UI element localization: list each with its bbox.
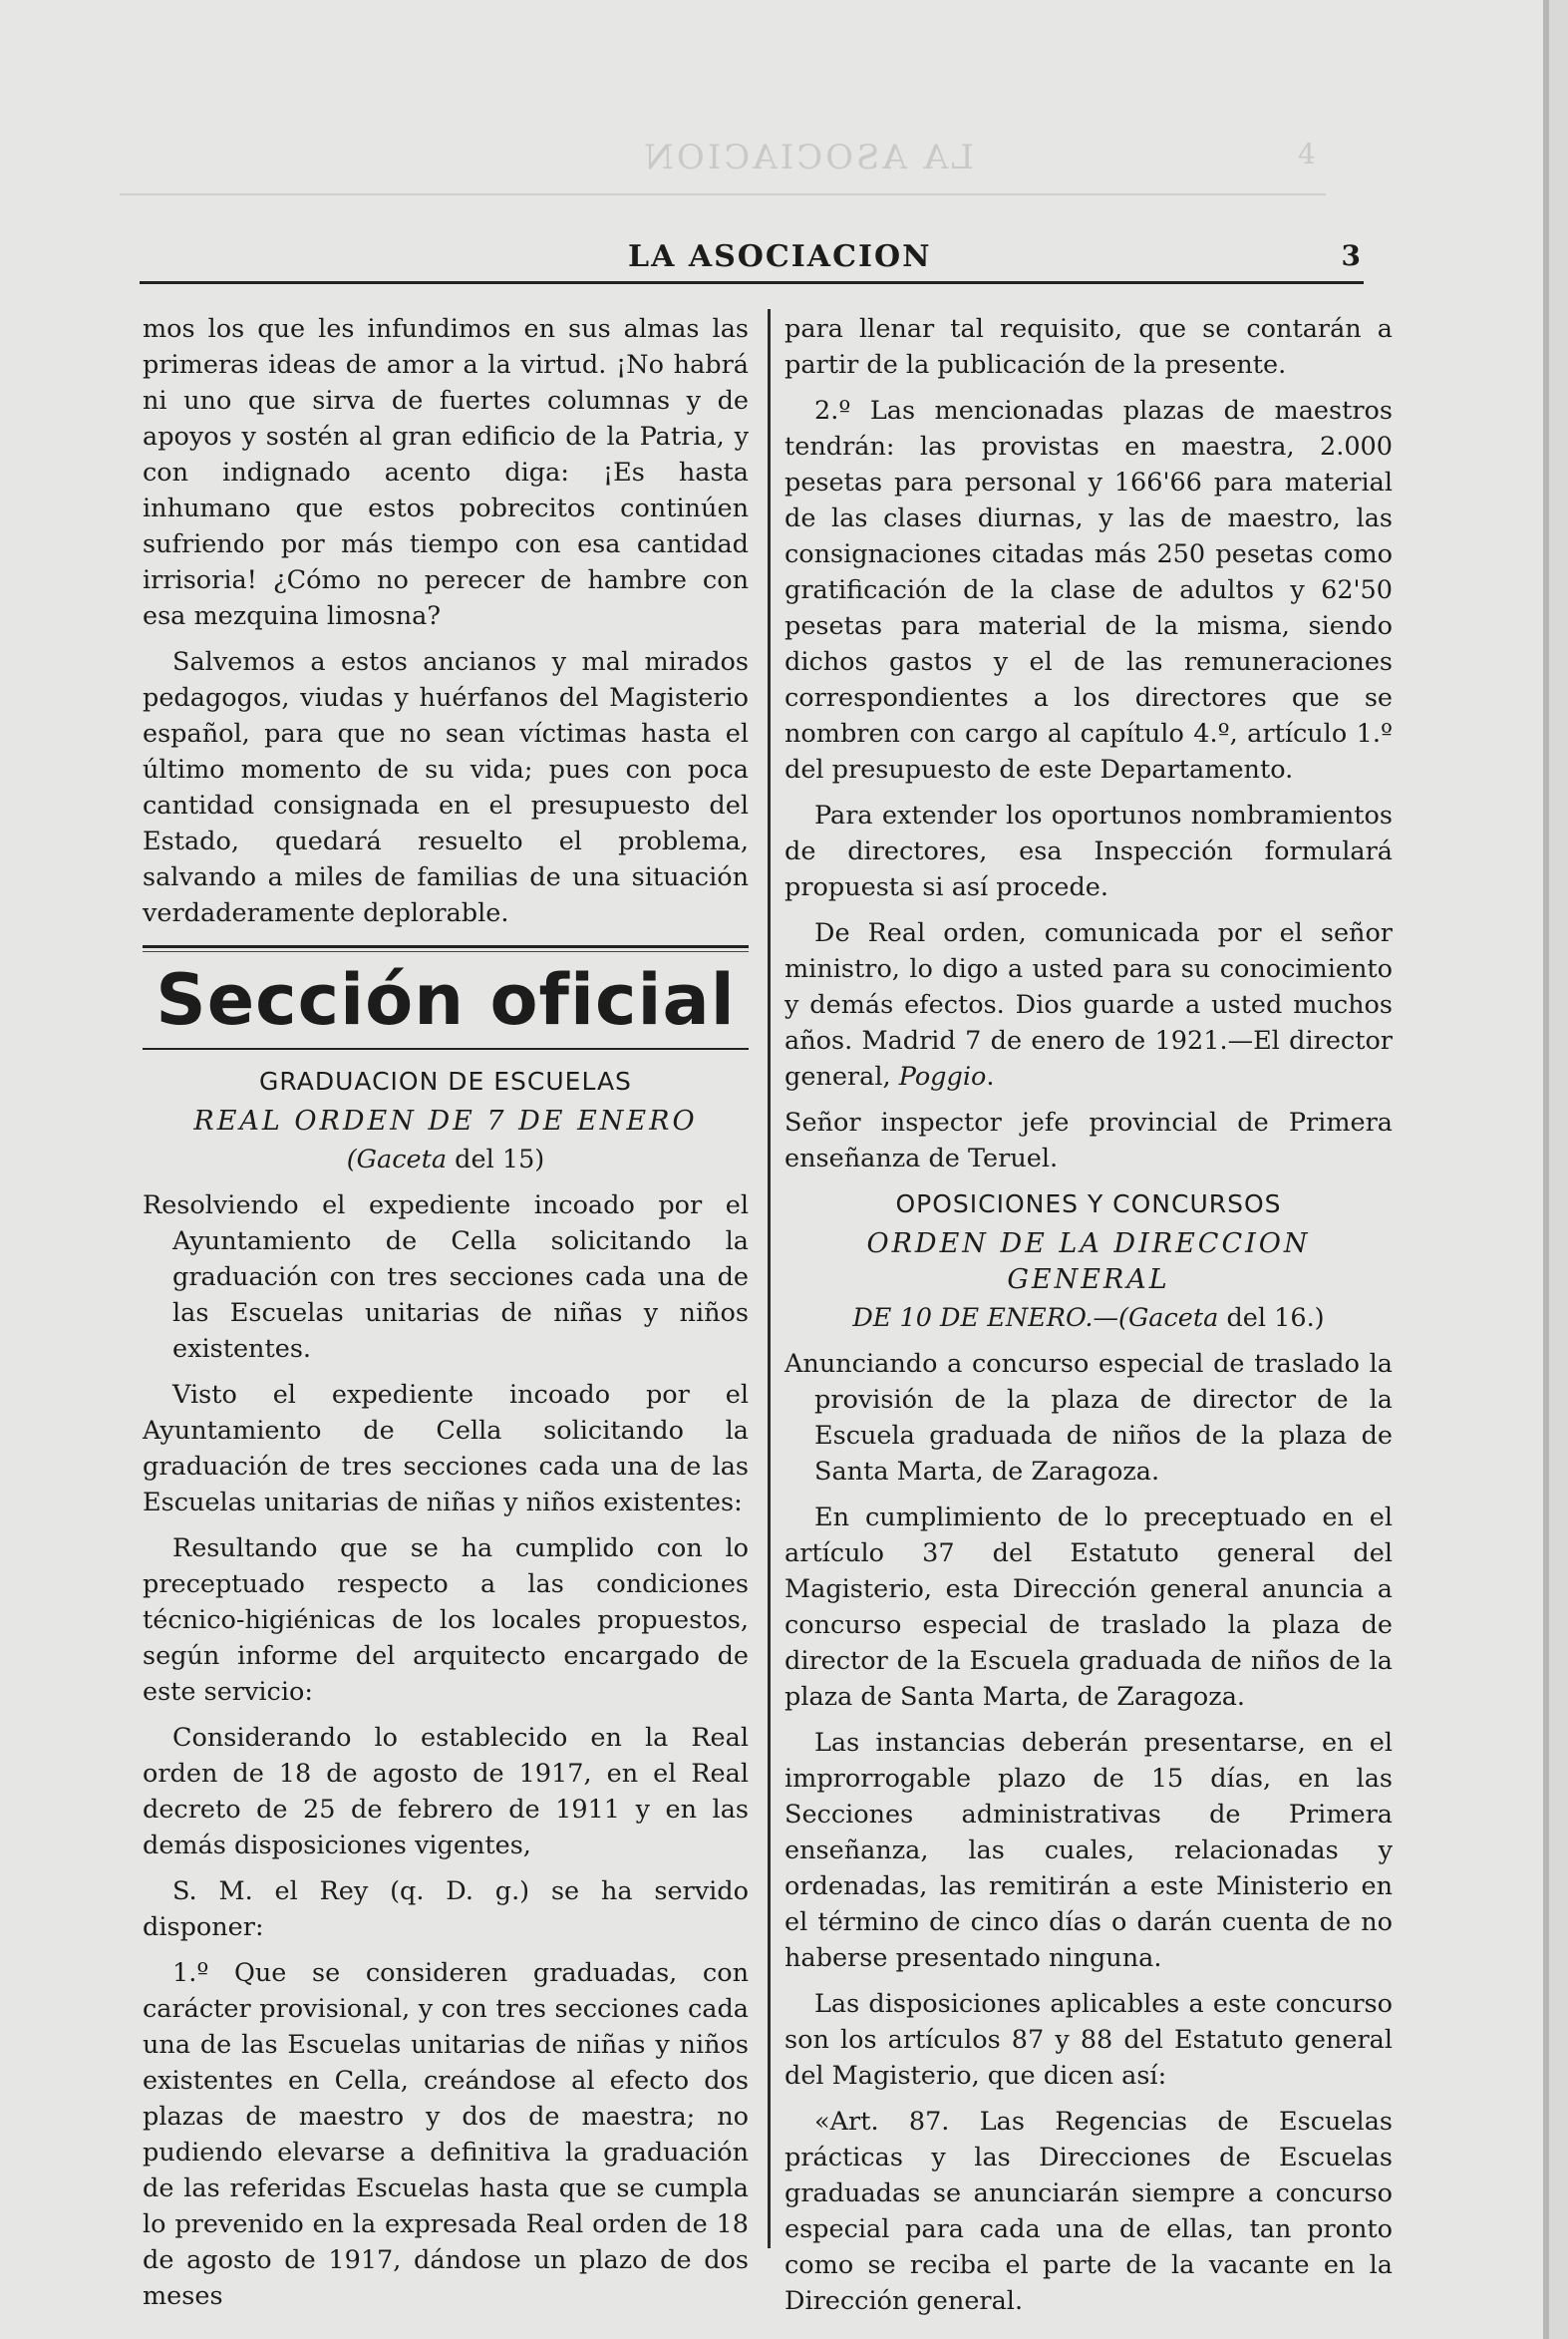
page-number: 3 (1341, 239, 1361, 272)
paragraph: Visto el expediente incoado por el Ayuntamiento de Cella solicitando la graduación de tres secciones cada una de las Escuelas unitarias de niñas y niños existentes: (143, 1380, 749, 1517)
section-rule-bottom (143, 1048, 749, 1050)
paragraph: 2.º Las mencionadas plazas de maestros tendrán: las provistas en maestra, 2.000 pesetas para personal y 166'66 para material de las clases diurnas, y las de maestro, las consignaciones citadas más 250 pesetas como gratificación de la clase de adultos y 62'50 pesetas para material de la misma, siendo dichos gastos y el de las remuneraciones correspondientes a los directores que se nombren con cargo al capítulo 4.º, artículo 1.º del presupuesto de este Departamento. (784, 396, 1393, 785)
summary-paragraph: Anunciando a concurso especial de traslado la provisión de la plaza de director de la Escuela graduada de niños de la plaza de Santa Marta, de Zaragoza. (784, 1349, 1393, 1487)
text-run: DE 10 DE ENERO.—( (852, 1303, 1128, 1333)
text-run: del 16.) (1218, 1303, 1325, 1333)
page-header (140, 239, 1361, 279)
article-subheading: ORDEN DE LA DIRECCION GENERAL (866, 1228, 1311, 1295)
section-rule-top (143, 945, 749, 948)
gazette-name: Gaceta (1127, 1303, 1219, 1333)
paragraph: «Art. 87. Las Regencias de Escuelas prácticas y las Direcciones de Escuelas graduadas se anunciarán siempre a concurso especial para cada una de ellas, tan pronto como se reciba el parte de la vacante en la Dirección general. (784, 2107, 1393, 2316)
paragraph: Las disposiciones aplicables a este concurso son los artículos 87 y 88 del Estatuto general del Magisterio, que dicen así: (784, 1989, 1393, 2091)
newspaper-title: LA ASOCIACION (628, 239, 932, 274)
article-source (784, 1300, 1393, 1336)
article-heading: GRADUACION DE ESCUELAS (259, 1067, 632, 1096)
signature: Poggio (898, 1062, 987, 1092)
bleed-through-page-number: 4 (1298, 138, 1316, 170)
article-subheading: REAL ORDEN DE 7 DE ENERO (193, 1106, 698, 1137)
gazette-name: (Gaceta (346, 1145, 448, 1174)
header-rule (140, 281, 1364, 284)
text-run: De Real orden, comunicada por el señor ministro, lo digo a usted para su conocimiento y demás efectos. Dios guarde a usted muchos años. Madrid 7 de enero de 1921.—El director general, (784, 918, 1393, 1092)
paragraph (784, 915, 1393, 1095)
recipient-line: Señor inspector jefe provincial de Primera enseñanza de Teruel. (784, 1108, 1393, 1173)
article-source (143, 1142, 749, 1177)
section-title: Sección oficial (156, 959, 736, 1041)
column-divider (768, 309, 771, 2248)
bleed-through-rule (120, 193, 1326, 195)
article-heading: OPOSICIONES Y CONCURSOS (895, 1189, 1282, 1218)
bleed-through-header: LA ASOCIACION (641, 138, 974, 177)
paragraph: Considerando lo establecido en la Real orden de 18 de agosto de 1917, en el Real decreto de 25 de febrero de 1911 y en las demás disposiciones vigentes, (143, 1723, 749, 1860)
paragraph: S. M. el Rey (q. D. g.) se ha servido disponer: (143, 1876, 749, 1942)
paragraph: Para extender los oportunos nombramientos de directores, esa Inspección formulará propuesta si así procede. (784, 801, 1393, 902)
text-run: . (986, 1062, 995, 1092)
paragraph: Las instancias deberán presentarse, en el improrrogable plazo de 15 días, en las Secciones administrativas de Primera enseñanza, las cuales, relacionadas y ordenadas, las remitirán a este Ministerio en el término de cinco días o darán cuenta de no haberse presentado ninguna. (784, 1728, 1393, 1973)
paragraph: Resultando que se ha cumplido con lo preceptuado respecto a las condiciones técnico-higiénicas de los locales propuestos, según informe del arquitecto encargado de este servicio: (143, 1533, 749, 1707)
left-column (143, 311, 749, 2324)
paragraph: 1.º Que se consideren graduadas, con carácter provisional, y con tres secciones cada una de las Escuelas unitarias de niñas y niños existentes en Cella, creándose al efecto dos plazas de maestro y dos de maestra; no pudiendo elevarse a definitiva la graduación de las referidas Escuelas hasta que se cumpla lo prevenido en la expresada Real orden de 18 de agosto de 1917, dándose un plazo de dos meses (143, 1958, 749, 2311)
gazette-date: del 15) (447, 1145, 545, 1174)
right-column (784, 311, 1393, 2329)
paragraph: En cumplimiento de lo preceptuado en el artículo 37 del Estatuto general del Magisterio, esta Dirección general anuncia a concurso especial de traslado la plaza de director de la Escuela graduada de niños de la plaza de Santa Marta, de Zaragoza. (784, 1503, 1393, 1712)
summary-paragraph: Resolviendo el expediente incoado por el Ayuntamiento de Cella solicitando la graduación con tres secciones cada una de las Escuelas unitarias de niñas y niños existentes. (143, 1190, 749, 1364)
paragraph: para llenar tal requisito, que se contarán a partir de la publicación de la presente. (784, 314, 1393, 380)
paragraph: Salvemos a estos ancianos y mal mirados pedagogos, viudas y huérfanos del Magisterio español, para que no sean víctimas hasta el último momento de su vida; pues con poca cantidad consignada en el presupuesto del Estado, quedará resuelto el problema, salvando a miles de familias de una situación verdaderamente deplorable. (143, 647, 749, 928)
paragraph: mos los que les infundimos en sus almas las primeras ideas de amor a la virtud. ¡No habrá ni uno que sirva de fuertes columnas y de apoyos y sostén al gran edificio de la Patria, y con indignado acento diga: ¡Es hasta inhumano que estos pobrecitos continúen sufriendo por más tiempo con esa cantidad irrisoria! ¿Cómo no perecer de hambre con esa mezquina limosna? (143, 314, 749, 631)
